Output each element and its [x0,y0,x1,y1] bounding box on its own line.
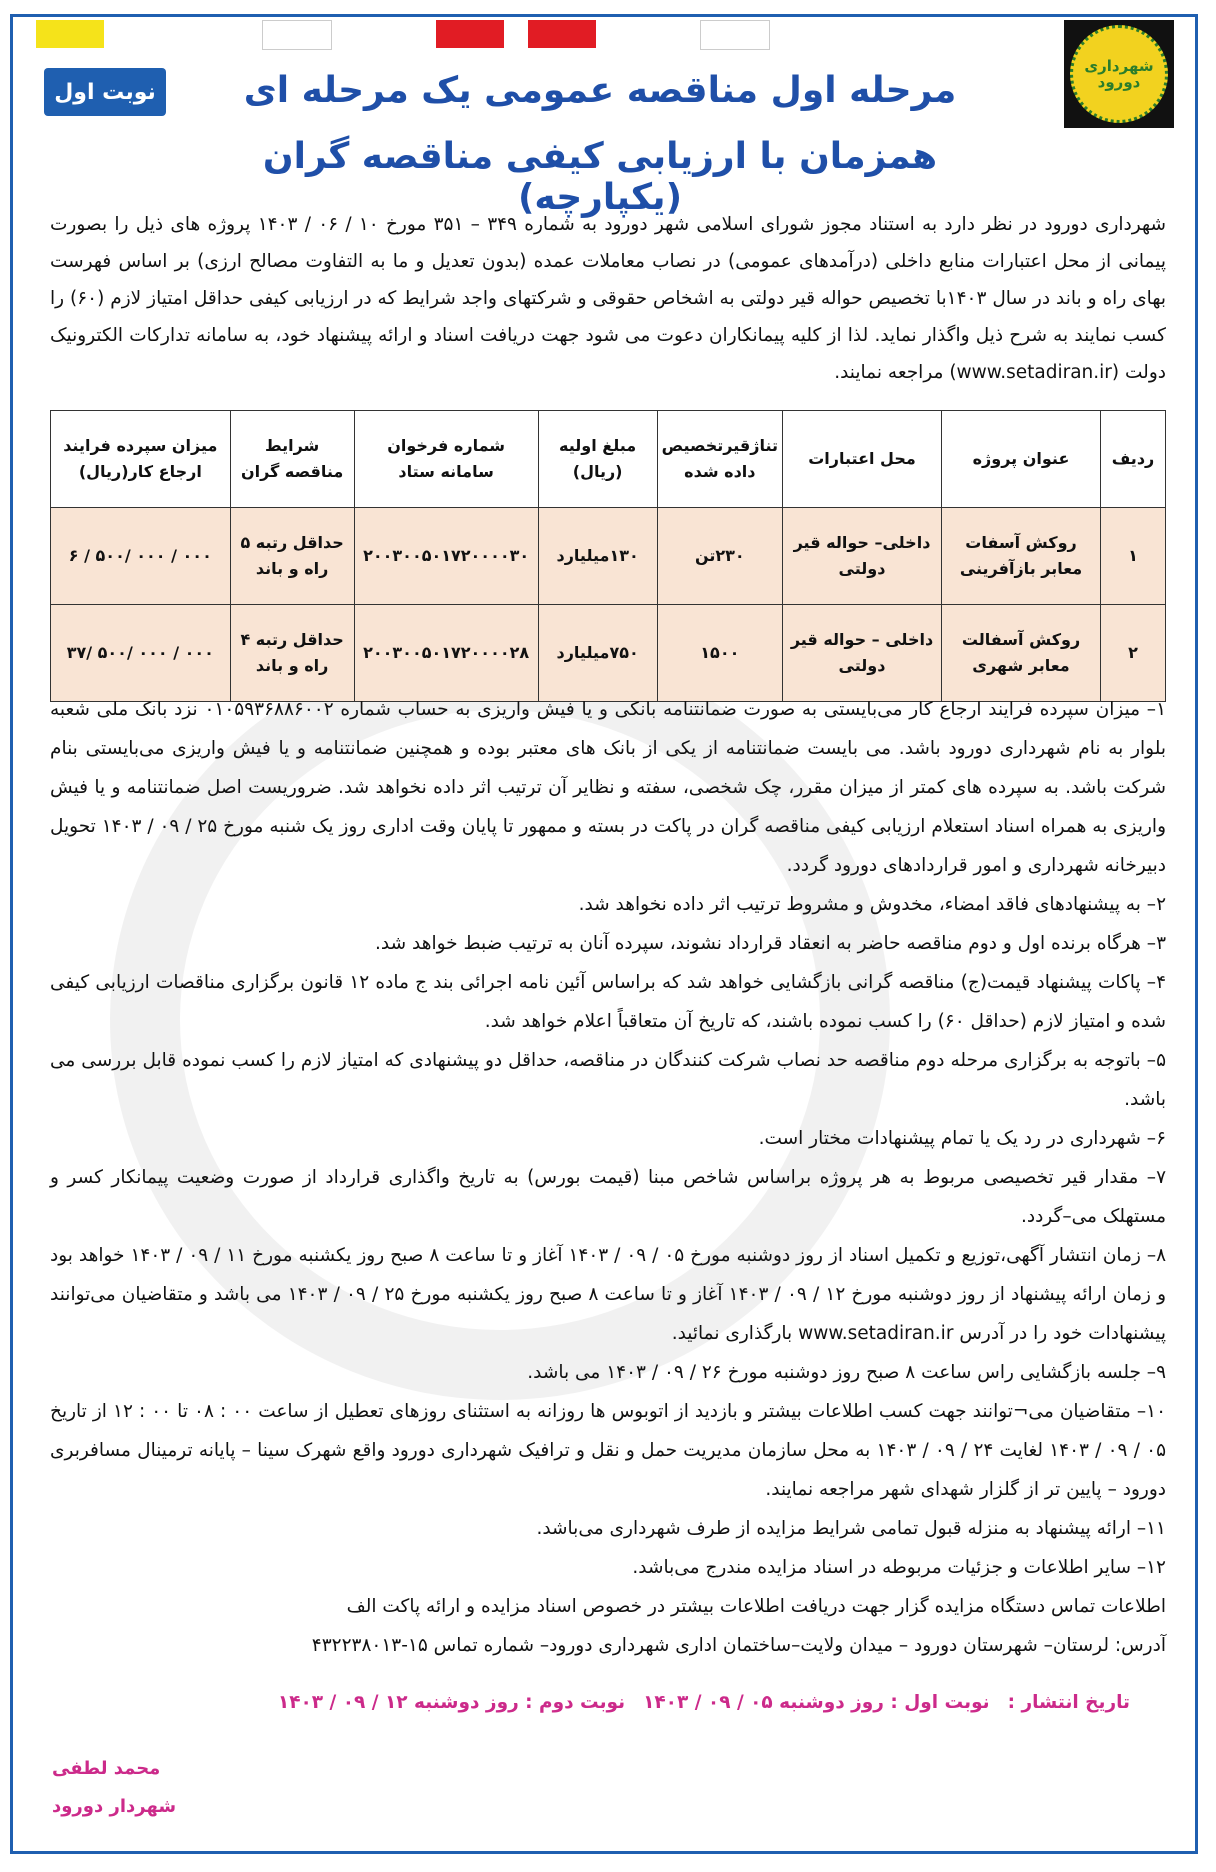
publication-first: نوبت اول : روز دوشنبه ۰۵ / ۰۹ / ۱۴۰۳ [643,1692,990,1713]
condition-item: ۵– باتوجه به برگزاری مرحله دوم مناقصه حد نصاب شرکت کنندگان در مناقصه، حداقل دو پیشنهادی که امتیاز لازم را کسب نموده قابل بررسی می باشد. [50,1050,1166,1110]
header-funding-source: محل اعتبارات [783,411,942,508]
condition-item: ۳– هرگاه برنده اول و دوم مناقصه حاضر به انعقاد قرارداد نشوند، سپرده آنان به ترتیب ضبط خواهد شد. [375,933,1166,954]
table-header-row [51,411,1166,508]
signature-role: شهردار دورود [52,1796,177,1817]
header-project-title: عنوان پروژه [942,411,1101,508]
address-line: آدرس: لرستان– شهرستان دورود – میدان ولایت–ساختمان اداری شهرداری دورود– شماره تماس ۱۵-۴۳۲۲۳۸۰۱۳ [311,1635,1166,1656]
cell-tender-number: ۲۰۰۳۰۰۵۰۱۷۲۰۰۰۰۳۰ [354,508,538,605]
title-line-2: همزمان با ارزیابی کیفی مناقصه گران (یکپارچه) [262,136,938,218]
color-bar-white-2 [700,20,770,50]
color-bar-yellow [36,20,104,48]
header-bidder-conditions: شرایط مناقصه گران [230,411,354,508]
condition-item: ۷– مقدار قیر تخصیصی مربوط به هر پروژه براساس شاخص مبنا (قیمت بورس) به تاریخ واگذاری قرارداد از صورت وضعیت پیمانکار کسر و مستهلک می–گردد. [50,1167,1166,1227]
color-bar-red-2 [528,20,596,48]
condition-item: ۶– شهرداری در رد یک یا تمام پیشنهادات مختار است. [758,1128,1166,1149]
publication-dates [260,1692,1130,1713]
municipality-logo [1064,20,1174,128]
header-row-number: ردیف [1101,411,1166,508]
cell-bidder-conditions: حداقل رتبه ۵ راه و باند [230,508,354,605]
condition-item: ۱۲– سایر اطلاعات و جزئیات مربوطه در اسناد مزایده مندرج می‌باشد. [632,1557,1166,1578]
cell-initial-amount: ۷۵۰میلیارد [538,605,657,702]
cell-initial-amount: ۱۳۰میلیارد [538,508,657,605]
header-initial-amount: مبلغ اولیه (ریال) [538,411,657,508]
cell-funding-source: داخلی – حواله قیر دولتی [783,605,942,702]
projects-table [50,410,1166,702]
cell-bitumen-tonnage: ۱۵۰۰ [657,605,782,702]
cell-funding-source: داخلی– حواله قیر دولتی [783,508,942,605]
intro-paragraph: شهرداری دورود در نظر دارد به استناد مجوز شورای اسلامی شهر دورود به شماره ۳۴۹ – ۳۵۱ مورخ ۱۰ / ۰۶ / ۱۴۰۳ پروژه های ذیل را بصورت پیمانی از محل اعتبارات منابع داخلی (درآمدهای عمومی) در نصاب معاملات عمده (بدون تعدیل و ما به التفاوت مصالح ارزی) بر اساس فهرست بهای راه و باند در سال ۱۴۰۳با تخصیص حواله قیر دولتی به اشخاص حقوقی و شرکتهای واجد شرایط که در ارزیابی کیفی حداقل امتیاز لازم (۶۰) را کسب نمایند به شرح ذیل واگذار نماید. لذا از کلیه پیمانکاران دعوت می شود جهت دریافت اسناد و ارائه پیشنهاد خود، به سامانه تدارکات الکترونیک دولت (www.setadiran.ir) مراجعه نمایند. [50,214,1166,383]
conditions-list [50,690,1166,1665]
color-bar-white [262,20,332,50]
cell-bitumen-tonnage: ۲۳۰تن [657,508,782,605]
cell-tender-number: ۲۰۰۳۰۰۵۰۱۷۲۰۰۰۰۲۸ [354,605,538,702]
header-tender-number: شماره فرخوان سامانه ستاد [354,411,538,508]
condition-item: ۱۱– ارائه پیشنهاد به منزله قبول تمامی شرایط مزایده از طرف شهرداری می‌باشد. [536,1518,1166,1539]
color-bar-red [436,20,504,48]
table-row [51,508,1166,605]
cell-deposit-amount: ۰۰۰ / ۰۰۰ /۵۰۰ / ۶ [51,508,231,605]
signature-name: محمد لطفی [52,1758,161,1779]
publication-second: نوبت دوم : روز دوشنبه ۱۲ / ۰۹ / ۱۴۰۳ [277,1692,626,1713]
contact-info-heading: اطلاعات تماس دستگاه مزایده گزار جهت دریافت اطلاعات بیشتر در خصوص اسناد مزایده و ارائه پاکت الف [346,1596,1166,1617]
cell-project-title: روکش آسفات معابر بازآفرینی [942,508,1101,605]
condition-item: ۱۰– متقاضیان می¬توانند جهت کسب اطلاعات بیشتر و بازدید از اتوبوس ها روزانه به استثنای روزهای تعطیل از ساعت ۰۰ : ۰۸ تا ۰۰ : ۱۲ از تاریخ ۰۵ / ۰۹ / ۱۴۰۳ لغایت ۲۴ / ۰۹ / ۱۴۰۳ به محل سازمان مدیریت حمل و نقل و ترافیک شهرداری دورود واقع شهرک سینا – پایانه ترمینال مسافربری دورود – پایین تر از گلزار شهدای شهر مراجعه نمایند. [50,1401,1167,1500]
cell-bidder-conditions: حداقل رتبه ۴ راه و باند [230,605,354,702]
title-line-1: مرحله اول مناقصه عمومی یک مرحله ای [243,70,957,111]
cell-project-title: روکش آسفالت معابر شهری [942,605,1101,702]
turn-badge: نوبت اول [44,68,166,116]
publication-label: تاریخ انتشار : [1007,1692,1130,1713]
condition-item: ۸– زمان انتشار آگهی،توزیع و تکمیل اسناد از روز دوشنبه مورخ ۰۵ / ۰۹ / ۱۴۰۳ آغاز و تا ساعت ۸ صبح روز یکشنبه مورخ ۱۱ / ۰۹ / ۱۴۰۳ خواهد بود و زمان ارائه پیشنهاد از روز دوشنبه مورخ ۱۲ / ۰۹ / ۱۴۰۳ آغاز و تا ساعت ۸ صبح روز یکشنبه مورخ ۲۵ / ۰۹ / ۱۴۰۳ می باشد و متقاضیان می‌توانند پیشنهادات خود را در آدرس www.setadiran.ir بارگذاری نمائید. [50,1245,1167,1344]
condition-item: ۲– به پیشنهادهای فاقد امضاء، مخدوش و مشروط ترتیب اثر داده نخواهد شد. [578,894,1166,915]
table-row [51,605,1166,702]
cell-row-number: ۲ [1101,605,1166,702]
logo-emblem: شهرداری دورود [1070,25,1168,123]
header-deposit-amount: میزان سپرده فرایند ارجاع کار(ریال) [51,411,231,508]
header-bitumen-tonnage: تناژقیرتخصیص داده شده [657,411,782,508]
condition-item: ۱– میزان سپرده فرایند ارجاع کار می‌بایستی به صورت ضمانتنامه بانکی و یا فیش واریزی به حساب شماره ۰۱۰۵۹۳۶۸۸۶۰۰۲ نزد بانک ملی شعبه بلوار به نام شهرداری دورود باشد. می بایست ضمانتنامه از یکی از بانک های معتبر بوده و همچنین ضمانتنامه و یا فیش واریزی می‌بایستی بنام شرکت باشد. به سپرده های کمتر از میزان مقرر، چک شخصی، سفته و نظایر آن ترتیب اثر داده نخواهد شد. ضروریست اصل ضمانتنامه و یا فیش واریزی به همراه اسناد استعلام ارزیابی کیفی مناقصه گران در پاکت در بسته و ممهور تا پایان وقت اداری روز یک شنبه مورخ ۲۵ / ۰۹ / ۱۴۰۳ تحویل دبیرخانه شهرداری و امور قراردادهای دورود گردد. [50,699,1167,876]
cell-row-number: ۱ [1101,508,1166,605]
condition-item: ۹– جلسه بازگشایی راس ساعت ۸ صبح روز دوشنبه مورخ ۲۶ / ۰۹ / ۱۴۰۳ می باشد. [527,1362,1166,1383]
condition-item: ۴– پاکات پیشنهاد قیمت(ج) مناقصه گرانی بازگشایی خواهد شد که براساس آئین نامه اجرائی بند ج ماده ۱۲ قانون برگزاری مناقصات ارزیابی کیفی شده و امتیاز لازم (حداقل ۶۰) را کسب نموده باشند، که تاریخ آن متعاقباً اعلام خواهد شد. [50,972,1166,1032]
cell-deposit-amount: ۰۰۰ / ۰۰۰ /۵۰۰ /۳۷ [51,605,231,702]
